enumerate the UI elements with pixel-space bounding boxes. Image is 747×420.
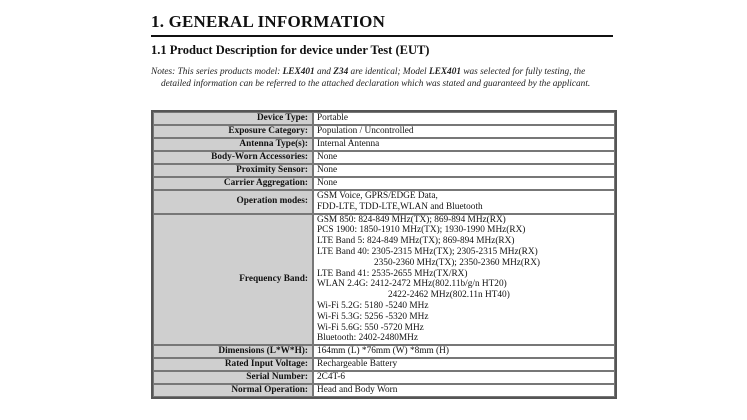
notes-model-selected: LEX401 [428,67,461,77]
value-device-type: Portable [313,112,615,125]
frequency-line: PCS 1900: 1850-1910 MHz(TX); 1930-1990 MHz(RX) [317,225,526,236]
value-antenna: Internal Antenna [313,138,615,151]
table-row-body-worn [153,151,615,164]
table-row-frequency [153,214,615,346]
frequency-line: 2350-2360 MHz(TX); 2350-2360 MHz(RX) [374,257,541,268]
spec-table [151,110,617,399]
frequency-line: Wi-Fi 5.2G: 5180 -5240 MHz [317,300,429,311]
label-body-worn: Body-Worn Accessories: [153,151,313,164]
frequency-line: Bluetooth: 2402-2480MHz [317,333,418,344]
notes-model-a: LEX401 [282,67,315,77]
label-normal-operation: Normal Operation: [153,384,313,397]
label-serial: Serial Number: [153,371,313,384]
table-row-serial [153,371,615,384]
table-row-exposure [153,125,615,138]
operation-mode-line: FDD-LTE, TDD-LTE,WLAN and Bluetooth [317,201,483,212]
value-frequency [313,214,615,346]
value-serial: 2C4T-6 [313,371,615,384]
label-frequency: Frequency Band: [153,214,313,346]
notes-prefix: Notes: This series products model: [151,67,283,77]
value-proximity: None [313,164,615,177]
value-body-worn: None [313,151,615,164]
table-row-carrier [153,177,615,190]
frequency-line: WLAN 2.4G: 2412-2472 MHz(802.11b/g/n HT20) [317,279,507,290]
frequency-line: GSM 850: 824-849 MHz(TX); 869-894 MHz(RX) [317,214,506,225]
notes-model-b: Z34 [333,67,349,77]
frequency-line: LTE Band 41: 2535-2655 MHz(TX/RX) [317,268,468,279]
value-exposure: Population / Uncontrolled [313,125,615,138]
value-operation-modes [313,190,615,214]
frequency-line: Wi-Fi 5.3G: 5256 -5320 MHz [317,311,429,322]
label-dimensions: Dimensions (L*W*H): [153,345,313,358]
value-carrier: None [313,177,615,190]
value-voltage: Rechargeable Battery [313,358,615,371]
notes-middle: are identical; Model [348,67,429,77]
table-row-operation-modes [153,190,615,214]
label-voltage: Rated Input Voltage: [153,358,313,371]
operation-mode-line: GSM Voice, GPRS/EDGE Data, [317,191,438,201]
section-heading: 1. GENERAL INFORMATION [151,12,613,37]
label-device-type: Device Type: [153,112,313,125]
label-carrier: Carrier Aggregation: [153,177,313,190]
label-antenna: Antenna Type(s): [153,138,313,151]
frequency-line: LTE Band 40: 2305-2315 MHz(TX); 2305-2315 MHz(RX) [317,246,538,257]
notes-suffix: was selected for fully testing, the [461,67,586,77]
notes-line-2: detailed information can be referred to the attached declaration which was stated and guaranteed by the applicant. [161,78,591,89]
label-exposure: Exposure Category: [153,125,313,138]
frequency-line: Wi-Fi 5.6G: 550 -5720 MHz [317,322,424,333]
table-row-proximity [153,164,615,177]
label-operation-modes: Operation modes: [153,190,313,214]
frequency-line: LTE Band 5: 824-849 MHz(TX); 869-894 MHz(RX) [317,236,515,247]
notes-paragraph [151,67,621,90]
label-proximity: Proximity Sensor: [153,164,313,177]
table-row-voltage [153,358,615,371]
table-row-dimensions [153,345,615,358]
value-dimensions: 164mm (L) *76mm (W) *8mm (H) [313,345,615,358]
value-normal-operation: Head and Body Worn [313,384,615,397]
notes-and: and [314,67,334,77]
table-row-device-type [153,112,615,125]
table-row-normal-operation [153,384,615,397]
frequency-line: 2422-2462 MHz(802.11n HT40) [388,290,510,301]
subsection-heading: 1.1 Product Description for device under Test (EUT) [151,43,430,57]
table-row-antenna [153,138,615,151]
